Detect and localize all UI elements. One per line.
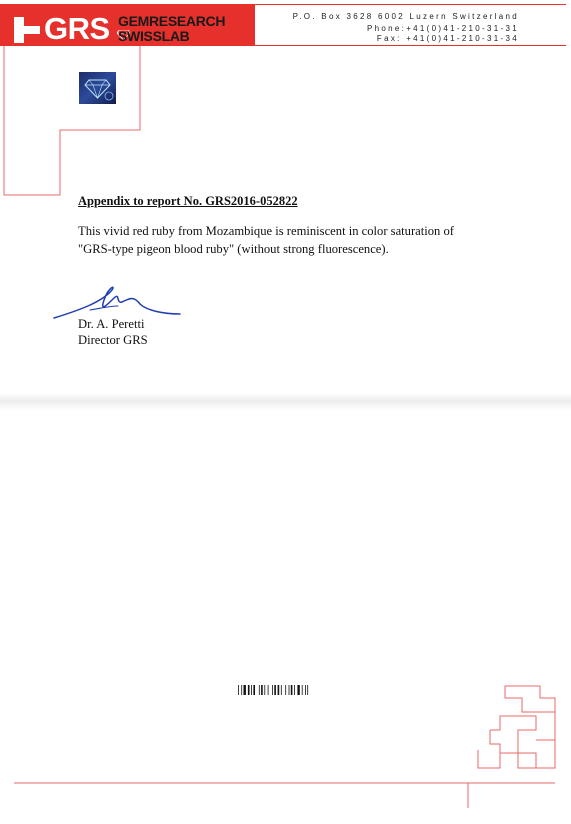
fax-line: Fax: +41(0)41-210-31-34 [376,34,519,43]
brand-name: GRS [44,11,110,46]
appendix-text-line: This vivid red ruby from Mozambique is reminiscent in color saturation of [78,224,454,238]
diamond-hologram-icon [79,72,116,104]
appendix-text-line: "GRS-type pigeon blood ruby" (without strong fluorescence). [78,242,389,256]
address-line: P.O. Box 3628 6002 Luzern Switzerland [292,12,519,21]
signatory-name: Dr. A. Peretti [78,317,145,331]
appendix-title: Appendix to report No. GRS2016-052822 [78,194,298,208]
signatory-title: Director GRS [78,333,148,347]
lab-name-line-2: SWISSLAB [118,28,190,44]
phone-line: Phone:+41(0)41-210-31-31 [367,24,519,33]
barcode [238,685,338,695]
lab-name-line-1: GEMRESEARCH [118,13,226,29]
